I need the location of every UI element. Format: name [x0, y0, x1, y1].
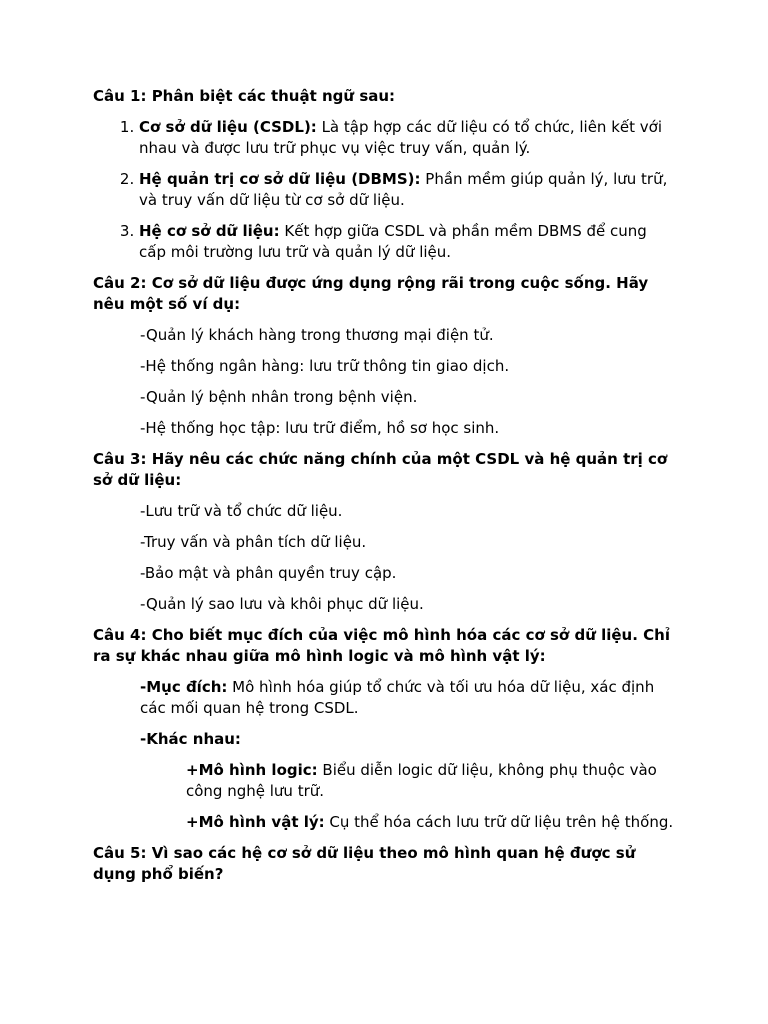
list-item: [139, 117, 678, 159]
term-label: Hệ quản trị cơ sở dữ liệu (DBMS):: [139, 170, 421, 188]
purpose-paragraph: [140, 677, 678, 719]
logic-model-text: Biểu diễn logic dữ liệu, không phụ thuộc vào công nghệ lưu trữ.: [186, 761, 657, 800]
list-item: -Quản lý sao lưu và khôi phục dữ liệu.: [140, 595, 424, 613]
term-label: Cơ sở dữ liệu (CSDL):: [139, 118, 317, 136]
logic-model-paragraph: [186, 760, 678, 802]
logic-model-label: +Mô hình logic:: [186, 761, 318, 779]
purpose-label: -Mục đích:: [140, 678, 228, 696]
term-label: Hệ cơ sở dữ liệu:: [139, 222, 280, 240]
difference-label: -Khác nhau:: [140, 730, 241, 748]
question-2-title: Câu 2: Cơ sở dữ liệu được ứng dụng rộng rãi trong cuộc sống. Hãy nêu một số ví dụ:: [93, 274, 649, 313]
question-4-title: Câu 4: Cho biết mục đích của việc mô hình hóa các cơ sở dữ liệu. Chỉ ra sự khác nhau giữa mô hình logic và mô hình vật lý:: [93, 626, 670, 665]
document-page: [93, 86, 678, 885]
term-description: Là tập hợp các dữ liệu có tổ chức, liên kết với nhau và được lưu trữ phục vụ việc truy vấn, quản lý.: [139, 118, 662, 157]
physical-model-label: +Mô hình vật lý:: [186, 813, 325, 831]
question-5-title: Câu 5: Vì sao các hệ cơ sở dữ liệu theo mô hình quan hệ được sử dụng phổ biến?: [93, 844, 636, 883]
question-1-title: Câu 1: Phân biệt các thuật ngữ sau:: [93, 87, 396, 105]
term-description: Kết hợp giữa CSDL và phần mềm DBMS để cung cấp môi trường lưu trữ và quản lý dữ liệu.: [139, 222, 647, 261]
list-item: [139, 221, 678, 263]
list-item: -Truy vấn và phân tích dữ liệu.: [140, 533, 367, 551]
physical-model-paragraph: [186, 812, 678, 833]
list-item: -Quản lý khách hàng trong thương mại điện tử.: [140, 326, 494, 344]
physical-model-text: Cụ thể hóa cách lưu trữ dữ liệu trên hệ thống.: [324, 813, 674, 831]
list-item: -Hệ thống học tập: lưu trữ điểm, hồ sơ học sinh.: [140, 419, 500, 437]
list-item: -Lưu trữ và tổ chức dữ liệu.: [140, 502, 343, 520]
list-item: [139, 169, 678, 211]
question-1-list: [93, 117, 678, 263]
list-item: -Bảo mật và phân quyền truy cập.: [140, 564, 397, 582]
list-item: -Quản lý bệnh nhân trong bệnh viện.: [140, 388, 418, 406]
question-3-title: Câu 3: Hãy nêu các chức năng chính của một CSDL và hệ quản trị cơ sở dữ liệu:: [93, 450, 668, 489]
purpose-text: Mô hình hóa giúp tổ chức và tối ưu hóa dữ liệu, xác định các mối quan hệ trong CSDL.: [140, 678, 655, 717]
term-description: Phần mềm giúp quản lý, lưu trữ, và truy vấn dữ liệu từ cơ sở dữ liệu.: [139, 170, 668, 209]
list-item: -Hệ thống ngân hàng: lưu trữ thông tin giao dịch.: [140, 357, 510, 375]
